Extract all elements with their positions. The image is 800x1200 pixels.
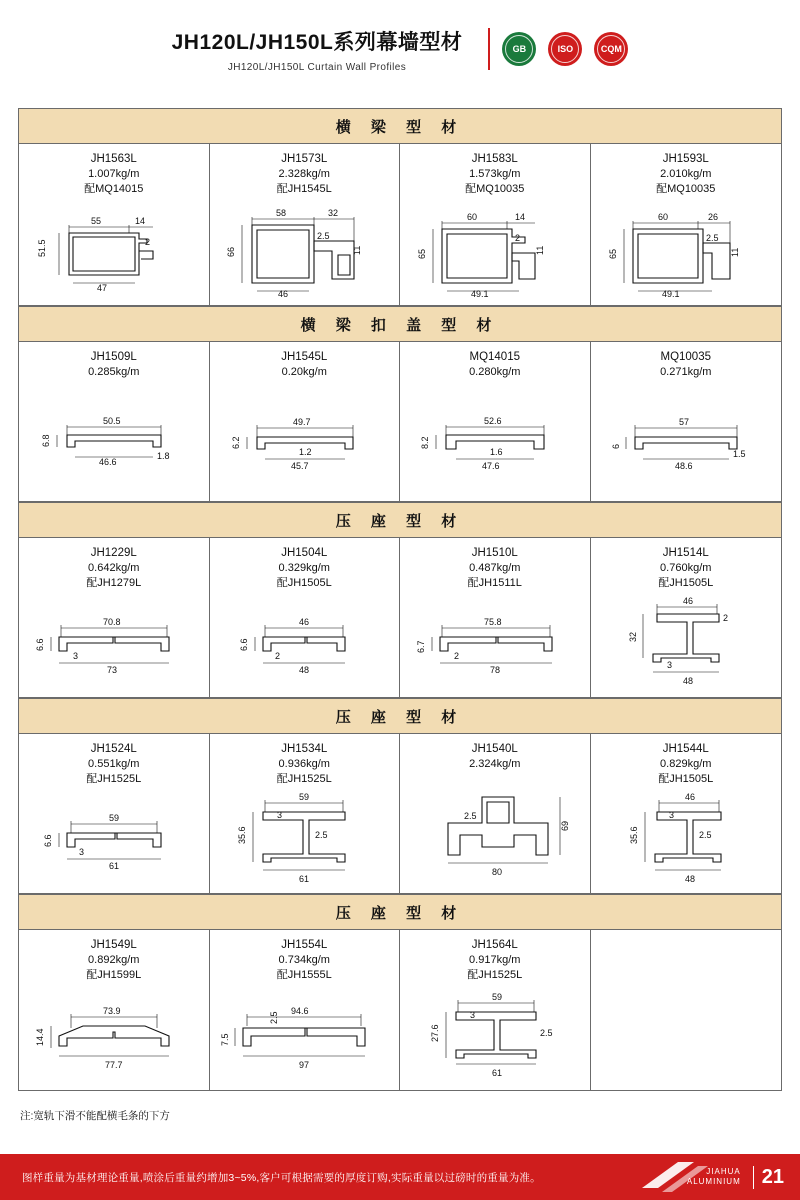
profile-weight: 0.892kg/m <box>88 954 140 966</box>
brand-subname: ALUMINIUM <box>686 1177 741 1186</box>
profile-labels <box>658 546 713 591</box>
profile-drawing <box>23 382 205 495</box>
profile-weight: 1.007kg/m <box>88 168 140 180</box>
dim-label: 48.6 <box>674 460 693 471</box>
profile-code: JH1540L <box>471 743 518 755</box>
dim-label: 2 <box>144 237 150 247</box>
dim-label: 2.5 <box>706 233 719 243</box>
profile-drawing <box>214 199 396 299</box>
profile-code: JH1504L <box>281 547 328 559</box>
profile-labels <box>277 742 332 787</box>
profile-code: JH1229L <box>90 547 137 559</box>
dim-label: 35.6 <box>237 826 248 844</box>
iso-logo-label: ISO <box>557 44 574 54</box>
section-row-1 <box>19 144 781 306</box>
section-header-2: 横 梁 扣 盖 型 材 <box>19 306 781 342</box>
dim-label: 51.5 <box>36 239 47 257</box>
profile-labels <box>469 350 520 380</box>
dim-label: 61 <box>299 874 310 884</box>
profile-drawing <box>23 789 205 887</box>
profile-match: 配JH1505L <box>658 773 714 785</box>
footnote: 注:宽轨下滑不能配横毛条的下方 <box>20 1110 170 1122</box>
profile-cell-jh1524l <box>19 734 210 894</box>
profile-drawing <box>23 199 205 299</box>
profile-drawing <box>214 593 396 691</box>
dim-label: 46 <box>684 792 695 802</box>
dim-label: 75.8 <box>483 617 502 627</box>
profile-cell-jh1554l <box>210 930 401 1090</box>
gb-logo-label: GB <box>512 44 527 54</box>
iso-certification-logo <box>548 32 582 66</box>
profile-code: JH1549L <box>90 939 137 951</box>
profile-weight: 2.324kg/m <box>469 758 521 770</box>
profile-code: JH1554L <box>281 939 328 951</box>
cqm-certification-logo <box>594 32 628 66</box>
dim-label: 80 <box>491 866 502 877</box>
dim-label: 48 <box>684 874 695 884</box>
dim-label: 65 <box>417 248 428 259</box>
dim-label: 78 <box>489 665 500 675</box>
page-subtitle: JH120L/JH150L Curtain Wall Profiles <box>227 61 407 73</box>
dim-label: 60 <box>467 212 478 222</box>
profile-weight: 0.760kg/m <box>660 562 712 574</box>
section-header-5: 压 座 型 材 <box>19 894 781 930</box>
profile-cell-empty <box>591 930 782 1090</box>
cqm-logo-label: CQM <box>600 44 622 54</box>
dim-label: 11 <box>535 245 546 255</box>
dim-label: 6.7 <box>415 640 426 653</box>
dim-label: 46.6 <box>98 456 117 467</box>
dim-label: 59 <box>108 813 119 823</box>
dim-label: 59 <box>299 792 310 802</box>
profile-match: 配JH1599L <box>86 969 142 981</box>
profile-weight: 1.573kg/m <box>469 168 521 180</box>
profile-weight: 0.285kg/m <box>88 366 140 378</box>
dim-label: 14 <box>515 212 526 222</box>
footer-disclaimer: 图样重量为基材理论重量,喷涂后重量约增加3~5%,客户可根据需要的厚度订购,实际重量以过磅时的重量为准。 <box>22 1171 541 1184</box>
dim-label: 2 <box>515 233 521 243</box>
profiles-table <box>18 108 782 1091</box>
dim-label: 14.4 <box>34 1027 45 1046</box>
profile-drawing <box>214 789 396 887</box>
profile-drawing <box>595 789 778 887</box>
profile-cell-jh1545l <box>210 342 401 502</box>
header-title-group <box>172 26 477 73</box>
profile-drawing <box>595 199 778 299</box>
page-footer <box>0 1154 800 1200</box>
profile-weight: 0.917kg/m <box>469 954 521 966</box>
dim-label: 6.8 <box>40 433 51 447</box>
profile-cell-jh1509l <box>19 342 210 502</box>
dim-label: 1.5 <box>732 448 746 459</box>
dim-label: 77.7 <box>104 1059 123 1070</box>
profile-cell-jh1583l <box>400 144 591 306</box>
dim-label: 2 <box>453 651 459 661</box>
dim-label: 6.6 <box>239 638 250 651</box>
profile-cell-mq10035 <box>591 342 782 502</box>
profile-match: 配JH1525L <box>276 773 332 785</box>
dim-label: 32 <box>627 631 638 642</box>
profile-cell-jh1573l <box>210 144 401 306</box>
dim-label: 3 <box>666 660 672 670</box>
brand-name: JIAHUA <box>706 1167 741 1176</box>
profile-cell-jh1564l <box>400 930 591 1090</box>
profile-code: MQ10035 <box>660 351 711 363</box>
profile-labels <box>281 350 327 380</box>
profile-drawing <box>404 199 586 299</box>
section-row-2 <box>19 342 781 502</box>
profile-labels <box>656 152 715 197</box>
profile-weight: 0.487kg/m <box>469 562 521 574</box>
profile-drawing <box>404 382 586 495</box>
profile-drawing <box>214 382 396 495</box>
profile-weight: 0.936kg/m <box>278 758 330 770</box>
profile-match: 配JH1525L <box>467 969 523 981</box>
section-row-4 <box>19 734 781 894</box>
dim-label: 49.1 <box>662 289 680 299</box>
profile-weight: 0.20kg/m <box>281 366 327 378</box>
dim-label: 69 <box>559 820 570 831</box>
section-header-4: 压 座 型 材 <box>19 698 781 734</box>
dim-label: 2 <box>275 651 281 661</box>
dim-label: 58 <box>276 208 287 218</box>
profile-weight: 2.328kg/m <box>278 168 330 180</box>
dim-label: 47 <box>96 283 107 293</box>
dim-label: 55 <box>90 216 101 226</box>
dim-label: 70.8 <box>102 617 121 627</box>
dim-label: 49.7 <box>293 416 311 427</box>
dim-label: 7.5 <box>220 1032 231 1046</box>
dim-label: 2.5 <box>269 1010 280 1024</box>
profile-code: JH1583L <box>471 153 518 165</box>
dim-label: 61 <box>491 1067 502 1078</box>
profile-labels <box>277 152 332 197</box>
dim-label: 6.6 <box>34 638 45 651</box>
profile-labels <box>86 546 141 591</box>
header-divider <box>488 28 490 70</box>
dim-label: 52.6 <box>483 415 502 426</box>
profile-match: 配JH1525L <box>86 773 142 785</box>
dim-label: 2.5 <box>463 810 477 821</box>
profile-code: JH1509L <box>90 351 137 363</box>
dim-label: 48 <box>682 676 693 686</box>
profile-cell-jh1510l <box>400 538 591 698</box>
profile-cell-jh1549l <box>19 930 210 1090</box>
dim-label: 57 <box>678 416 689 427</box>
dim-label: 11 <box>730 247 741 257</box>
profile-drawing <box>595 382 778 495</box>
profile-match: 配JH1511L <box>467 577 522 589</box>
dim-label: 2.5 <box>315 830 328 840</box>
profile-weight: 2.010kg/m <box>660 168 712 180</box>
dim-label: 65 <box>608 248 619 259</box>
profile-code: JH1564L <box>471 939 518 951</box>
dim-label: 97 <box>299 1059 310 1070</box>
profile-code: JH1544L <box>662 743 709 755</box>
profile-cell-mq14015 <box>400 342 591 502</box>
profile-match: 配MQ10035 <box>656 183 716 195</box>
profile-code: JH1510L <box>471 547 518 559</box>
dim-label: 32 <box>328 208 339 218</box>
section-header-1: 横 梁 型 材 <box>19 109 781 144</box>
profile-code: JH1534L <box>281 743 328 755</box>
dim-label: 6.6 <box>42 834 53 847</box>
dim-label: 6 <box>610 443 621 449</box>
dim-label: 3 <box>668 810 674 820</box>
profile-match: 配JH1279L <box>86 577 142 589</box>
dim-label: 8.2 <box>419 435 430 449</box>
profile-weight: 0.829kg/m <box>660 758 712 770</box>
dim-label: 46 <box>682 596 693 606</box>
profile-labels <box>86 742 141 787</box>
profile-cell-jh1540l <box>400 734 591 894</box>
profile-cell-jh1504l <box>210 538 401 698</box>
profile-weight: 0.734kg/m <box>278 954 330 966</box>
dim-label: 50.5 <box>102 415 121 426</box>
profile-drawing <box>595 593 778 691</box>
dim-label: 61 <box>108 861 119 871</box>
dim-label: 3 <box>78 847 84 857</box>
section-header-3: 压 座 型 材 <box>19 502 781 538</box>
page-number: 21 <box>753 1166 800 1189</box>
profile-drawing <box>23 593 205 691</box>
profile-labels <box>86 938 141 983</box>
dim-label: 35.6 <box>628 826 639 844</box>
dim-label: 2 <box>722 613 728 623</box>
profile-labels <box>469 742 520 772</box>
dim-label: 27.6 <box>429 1023 440 1042</box>
profile-cell-jh1514l <box>591 538 782 698</box>
profile-drawing <box>214 985 396 1084</box>
dim-label: 1.8 <box>156 450 170 461</box>
profile-labels <box>84 152 143 197</box>
dim-label: 2.5 <box>317 231 330 241</box>
profile-weight: 0.551kg/m <box>88 758 140 770</box>
profile-labels <box>88 350 139 380</box>
profile-labels <box>658 742 713 787</box>
dim-label: 94.6 <box>291 1005 309 1016</box>
page-title: JH120L/JH150L系列幕墙型材 <box>171 30 463 54</box>
profile-drawing <box>23 985 205 1084</box>
dim-label: 60 <box>658 212 669 222</box>
profile-cell-jh1593l <box>591 144 782 306</box>
profile-drawing <box>404 774 586 887</box>
dim-label: 46 <box>278 289 289 299</box>
profile-code: JH1545L <box>281 351 328 363</box>
dim-label: 3 <box>72 651 78 661</box>
dim-label: 66 <box>226 246 237 257</box>
profile-code: JH1514L <box>662 547 709 559</box>
profile-cell-jh1534l <box>210 734 401 894</box>
profile-labels <box>660 350 711 380</box>
dim-label: 45.7 <box>291 460 309 471</box>
dim-label: 1.6 <box>489 446 503 457</box>
profile-weight: 0.329kg/m <box>278 562 330 574</box>
dim-label: 48 <box>299 665 310 675</box>
dim-label: 49.1 <box>471 289 489 299</box>
dim-label: 11 <box>352 245 363 255</box>
profile-code: JH1563L <box>90 153 137 165</box>
dim-label: 59 <box>491 991 502 1002</box>
dim-label: 73.9 <box>102 1005 121 1016</box>
dim-label: 3 <box>277 810 283 820</box>
gb-certification-logo <box>502 32 536 66</box>
profile-code: JH1573L <box>281 153 328 165</box>
profile-weight: 0.271kg/m <box>660 366 712 378</box>
profile-labels <box>465 152 524 197</box>
dim-label: 2.5 <box>539 1027 553 1038</box>
dim-label: 14 <box>134 216 145 226</box>
profile-match: 配JH1555L <box>276 969 332 981</box>
section-row-3 <box>19 538 781 698</box>
dim-label: 73 <box>106 665 117 675</box>
profile-code: JH1524L <box>90 743 137 755</box>
dim-label: 47.6 <box>481 460 500 471</box>
dim-label: 26 <box>708 212 719 222</box>
profile-cell-jh1563l <box>19 144 210 306</box>
profile-labels <box>277 938 332 983</box>
profile-drawing <box>404 985 586 1084</box>
profile-match: 配MQ14015 <box>84 183 144 195</box>
dim-label: 3 <box>469 1009 475 1020</box>
profile-weight: 0.642kg/m <box>88 562 140 574</box>
dim-label: 2.5 <box>698 830 712 840</box>
profile-cell-jh1229l <box>19 538 210 698</box>
dim-label: 1.2 <box>299 446 312 457</box>
page-header <box>0 0 800 90</box>
profile-match: 配MQ10035 <box>465 183 525 195</box>
profile-labels <box>467 938 522 983</box>
profile-match: 配JH1545L <box>276 183 332 195</box>
profile-code: MQ14015 <box>469 351 520 363</box>
dim-label: 46 <box>299 617 310 627</box>
profile-code: JH1593L <box>662 153 709 165</box>
profile-drawing <box>404 593 586 691</box>
certification-logos <box>502 32 628 66</box>
profile-match: 配JH1505L <box>276 577 332 589</box>
swoosh-decoration <box>638 1158 708 1196</box>
dim-label: 6.2 <box>231 435 242 449</box>
profile-labels <box>277 546 332 591</box>
profile-labels <box>468 546 522 591</box>
profile-weight: 0.280kg/m <box>469 366 521 378</box>
profile-match: 配JH1505L <box>658 577 714 589</box>
section-row-5 <box>19 930 781 1090</box>
profile-cell-jh1544l <box>591 734 782 894</box>
